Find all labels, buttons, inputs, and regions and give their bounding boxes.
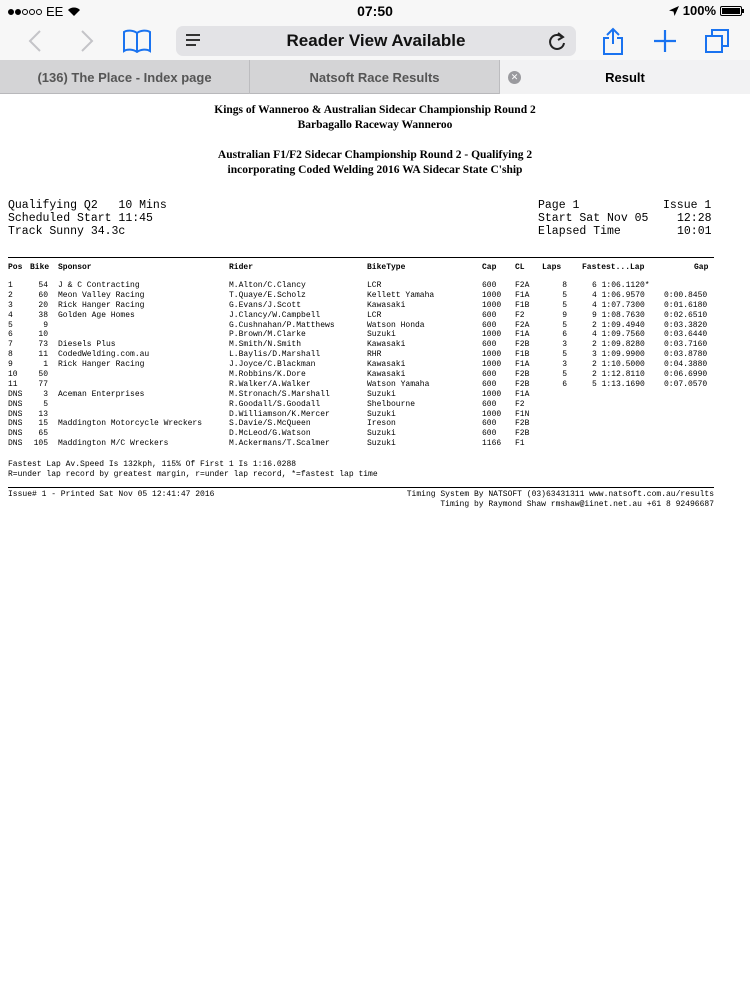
cell-pos: DNS [8, 409, 23, 419]
cell-bike: 77 [38, 379, 48, 389]
cell-rider: G.Evans/J.Scott [229, 300, 302, 310]
browser-toolbar [0, 22, 750, 60]
results-table [0, 281, 750, 449]
cell-laps: 6 [562, 379, 567, 389]
cell-cl: F1A [515, 360, 530, 370]
cell-cap: 1166 [482, 439, 502, 449]
url-title[interactable]: Reader View Available [286, 31, 466, 50]
tab-label: Result [605, 69, 645, 85]
cell-sponsor: CodedWelding.com.au [58, 350, 150, 360]
cell-cl: F2A [515, 281, 530, 290]
address-bar[interactable] [176, 26, 576, 56]
table-row [0, 419, 750, 429]
cell-rider: J.Joyce/C.Blackman [229, 360, 316, 370]
table-row [0, 330, 750, 340]
cell-sponsor: Maddington M/C Wreckers [58, 439, 169, 449]
cell-pos: 8 [8, 350, 13, 360]
cell-pos: 5 [8, 320, 13, 330]
cell-cl: F1A [515, 389, 530, 399]
cell-rider: D.Williamson/K.Mercer [229, 409, 330, 419]
table-row [0, 311, 750, 321]
cell-sponsor: Diesels Plus [58, 340, 116, 350]
cell-pos: 4 [8, 310, 13, 320]
session-subtitle: incorporating Coded Welding 2016 WA Sidecar State C'ship [227, 164, 523, 176]
cell-rider: J.Clancy/W.Campbell [229, 310, 321, 320]
cell-biketype: Kawasaki [367, 300, 406, 310]
share-button[interactable] [598, 25, 628, 57]
table-row [0, 410, 750, 420]
cell-gap: 0:03.6440 [664, 330, 708, 340]
divider [8, 257, 714, 258]
cell-gap: 0:01.6180 [664, 300, 708, 310]
cell-cap: 1000 [482, 409, 502, 419]
cell-bike: 20 [38, 300, 48, 310]
cell-pos: DNS [8, 399, 23, 409]
cell-cap: 600 [482, 399, 497, 409]
cell-cap: 1000 [482, 389, 502, 399]
cell-gap: 0:00.8450 [664, 290, 708, 300]
cell-laps: 5 [562, 300, 567, 310]
cell-cl: F1 [515, 439, 525, 449]
book-icon [122, 29, 152, 53]
cell-laps: 5 [562, 320, 567, 330]
tabs-icon [704, 28, 730, 54]
table-row [0, 321, 750, 331]
cell-fastest: 2 1:09.4940 [592, 320, 645, 330]
issue-number: Issue 1 [663, 199, 712, 212]
col-pos: Pos [8, 263, 23, 272]
cell-bike: 11 [38, 350, 48, 360]
cell-rider: M.Ackermans/T.Scalmer [229, 439, 330, 449]
cell-pos: 1 [8, 281, 13, 290]
cell-fastest: 4 1:09.7560 [592, 330, 645, 340]
cell-cap: 600 [482, 419, 497, 429]
cell-fastest: 6 1:06.1120* [592, 281, 650, 290]
cell-bike: 13 [38, 409, 48, 419]
cell-fastest: 4 1:07.7300 [592, 300, 645, 310]
cell-biketype: Suzuki [367, 429, 396, 439]
table-row [0, 439, 750, 449]
cell-biketype: LCR [367, 310, 382, 320]
cell-bike: 15 [38, 419, 48, 429]
cell-rider: L.Baylis/D.Marshall [229, 350, 321, 360]
cell-cl: F1A [515, 330, 530, 340]
cell-pos: 2 [8, 290, 13, 300]
cell-cap: 1000 [482, 330, 502, 340]
chevron-left-icon [28, 30, 42, 52]
share-icon [602, 27, 624, 55]
cell-fastest: 5 1:13.1690 [592, 379, 645, 389]
cell-cap: 600 [482, 340, 497, 350]
cell-biketype: Suzuki [367, 409, 396, 419]
cell-cl: F2 [515, 399, 525, 409]
tab-the-place[interactable] [0, 60, 250, 94]
cell-laps: 6 [562, 330, 567, 340]
cell-cl: F2B [515, 419, 530, 429]
cell-bike: 65 [38, 429, 48, 439]
cell-rider: T.Quaye/E.Scholz [229, 290, 306, 300]
cell-cap: 1000 [482, 300, 502, 310]
elapsed-time: 10:01 [677, 225, 712, 238]
cell-bike: 5 [43, 399, 48, 409]
clock: 07:50 [357, 3, 393, 19]
results-document [0, 95, 750, 1000]
session-title: Australian F1/F2 Sidecar Championship Round 2 - Qualifying 2 [217, 149, 533, 161]
cell-gap: 0:03.7160 [664, 340, 708, 350]
status-bar [0, 0, 750, 22]
battery-percent: 100% [682, 3, 716, 18]
cell-gap: 0:04.3880 [664, 360, 708, 370]
session-name: Qualifying Q2 10 Mins [8, 199, 167, 212]
cell-gap: 0:03.8780 [664, 350, 708, 360]
start-time: 12:28 [677, 212, 712, 225]
event-title: Kings of Wanneroo & Australian Sidecar Championship Round 2 [214, 104, 536, 116]
cell-cap: 600 [482, 310, 497, 320]
cell-pos: 6 [8, 330, 13, 340]
tab-result[interactable] [500, 60, 750, 94]
cell-cap: 600 [482, 379, 497, 389]
cell-bike: 3 [43, 389, 48, 399]
col-biketype: BikeType [367, 263, 406, 272]
fastest-lap-note: Fastest Lap Av.Speed Is 132kph, 115% Of First 1 Is 1:16.0288 [8, 460, 297, 469]
table-row [0, 429, 750, 439]
cell-bike: 50 [38, 370, 48, 380]
cell-laps: 8 [562, 281, 567, 290]
table-row [0, 340, 750, 350]
cell-bike: 1 [43, 360, 48, 370]
table-row [0, 281, 750, 291]
cell-sponsor: Rick Hanger Racing [58, 360, 145, 370]
status-right [669, 3, 742, 18]
cell-pos: 9 [8, 360, 13, 370]
plus-icon [653, 29, 677, 53]
carrier-name: EE [46, 4, 64, 19]
cell-laps: 5 [562, 370, 567, 380]
cell-cl: F2B [515, 379, 530, 389]
cell-cap: 600 [482, 281, 497, 290]
location-icon [669, 6, 679, 16]
timing-system: Timing System By NATSOFT (03)63431311 www.natsoft.com.au/results [406, 490, 714, 499]
cell-sponsor: Rick Hanger Racing [58, 300, 145, 310]
close-tab-icon[interactable]: ✕ [508, 71, 521, 84]
cell-bike: 38 [38, 310, 48, 320]
cell-laps: 3 [562, 340, 567, 350]
cell-sponsor: Maddington Motorcycle Wreckers [58, 419, 203, 429]
table-row [0, 390, 750, 400]
printed-info: Issue# 1 - Printed Sat Nov 05 12:41:47 2016 [8, 490, 215, 499]
table-row [0, 360, 750, 370]
cell-bike: 105 [33, 439, 48, 449]
back-button[interactable] [24, 25, 46, 57]
cell-laps: 5 [562, 350, 567, 360]
cell-bike: 60 [38, 290, 48, 300]
col-gap: Gap [694, 263, 709, 272]
cell-fastest: 4 1:06.9570 [592, 290, 645, 300]
cell-biketype: Watson Honda [367, 320, 425, 330]
cell-biketype: Kawasaki [367, 370, 406, 380]
cell-fastest: 3 1:09.9900 [592, 350, 645, 360]
cell-cl: F1B [515, 300, 530, 310]
cell-rider: R.Walker/A.Walker [229, 379, 311, 389]
new-tab-button[interactable] [650, 25, 680, 57]
cell-bike: 54 [38, 281, 48, 290]
cell-cap: 600 [482, 429, 497, 439]
cell-rider: R.Goodall/S.Goodall [229, 399, 321, 409]
col-rider: Rider [229, 263, 254, 272]
cell-cap: 600 [482, 320, 497, 330]
legend-note: R=under lap record by greatest margin, r=under lap record, *=fastest lap time [8, 470, 378, 479]
cell-biketype: Suzuki [367, 330, 396, 340]
cell-gap: 0:03.3820 [664, 320, 708, 330]
divider [8, 487, 714, 488]
cell-cap: 600 [482, 370, 497, 380]
cell-cl: F2B [515, 429, 530, 439]
battery-icon [720, 6, 742, 16]
reload-icon[interactable] [548, 31, 566, 51]
cell-cl: F1A [515, 290, 530, 300]
elapsed-label: Elapsed Time [538, 225, 621, 238]
cell-sponsor: Golden Age Homes [58, 310, 135, 320]
cell-bike: 9 [43, 320, 48, 330]
cell-pos: 10 [8, 370, 18, 380]
cell-pos: DNS [8, 389, 23, 399]
cell-biketype: LCR [367, 281, 382, 290]
table-row [0, 370, 750, 380]
tab-natsoft[interactable] [250, 60, 500, 94]
cell-cap: 1000 [482, 290, 502, 300]
cell-rider: M.Smith/N.Smith [229, 340, 302, 350]
cell-gap: 0:02.6510 [664, 310, 708, 320]
tab-label: (136) The Place - Index page [37, 69, 212, 85]
bookmarks-button[interactable] [120, 25, 154, 57]
cell-pos: 11 [8, 379, 18, 389]
chevron-right-icon [80, 30, 94, 52]
cell-rider: S.Davie/S.McQueen [229, 419, 311, 429]
cell-rider: P.Brown/M.Clarke [229, 330, 306, 340]
cell-sponsor: J & C Contracting [58, 281, 140, 290]
timing-by: Timing by Raymond Shaw rmshaw@iinet.net.au +61 8 92496687 [440, 500, 714, 509]
cell-biketype: Shelbourne [367, 399, 416, 409]
forward-button[interactable] [76, 25, 98, 57]
col-cap: Cap [482, 263, 497, 272]
page-number: Page 1 [538, 199, 580, 212]
col-cl: CL [515, 263, 525, 272]
cell-cl: F1N [515, 409, 530, 419]
cell-bike: 73 [38, 340, 48, 350]
table-row [0, 400, 750, 410]
cell-cl: F1B [515, 350, 530, 360]
table-row [0, 380, 750, 390]
col-laps: Laps [542, 263, 562, 272]
tabs-overview-button[interactable] [702, 25, 732, 57]
cell-biketype: Watson Yamaha [367, 379, 430, 389]
col-fastest: Fastest...Lap [582, 263, 645, 272]
col-sponsor: Sponsor [58, 263, 92, 272]
cell-biketype: Suzuki [367, 439, 396, 449]
cell-pos: 3 [8, 300, 13, 310]
cell-rider: M.Stronach/S.Marshall [229, 389, 330, 399]
cell-pos: DNS [8, 419, 23, 429]
cell-fastest: 2 1:12.8110 [592, 370, 645, 380]
cell-cl: F2 [515, 310, 525, 320]
cell-gap: 0:06.6990 [664, 370, 708, 380]
cell-gap: 0:07.0570 [664, 379, 708, 389]
cell-bike: 10 [38, 330, 48, 340]
cell-biketype: Kawasaki [367, 340, 406, 350]
cell-cap: 1000 [482, 350, 502, 360]
table-row [0, 301, 750, 311]
table-row [0, 291, 750, 301]
cell-sponsor: Meon Valley Racing [58, 290, 145, 300]
cell-cl: F2B [515, 370, 530, 380]
cell-cap: 1000 [482, 360, 502, 370]
venue-title: Barbagallo Raceway Wanneroo [297, 119, 453, 131]
cell-fastest: 9 1:08.7630 [592, 310, 645, 320]
scheduled-start: Scheduled Start 11:45 [8, 212, 153, 225]
cell-biketype: Kawasaki [367, 360, 406, 370]
cell-biketype: Suzuki [367, 389, 396, 399]
cell-biketype: Ireson [367, 419, 396, 429]
col-bike: Bike [30, 263, 50, 272]
cell-laps: 9 [562, 310, 567, 320]
cell-rider: D.McLeod/G.Watson [229, 429, 311, 439]
cell-laps: 3 [562, 360, 567, 370]
cell-biketype: RHR [367, 350, 382, 360]
cell-biketype: Kellett Yamaha [367, 290, 435, 300]
cell-sponsor: Aceman Enterprises [58, 389, 145, 399]
cell-laps: 5 [562, 290, 567, 300]
cell-fastest: 2 1:09.8280 [592, 340, 645, 350]
start-label: Start Sat Nov 05 [538, 212, 649, 225]
track-conditions: Track Sunny 34.3c [8, 225, 126, 238]
tab-label: Natsoft Race Results [309, 69, 440, 85]
cell-pos: DNS [8, 429, 23, 439]
cell-cl: F2B [515, 340, 530, 350]
cell-pos: DNS [8, 439, 23, 449]
cell-cl: F2A [515, 320, 530, 330]
cell-rider: G.Cushnahan/P.Matthews [229, 320, 335, 330]
cell-rider: M.Alton/C.Clancy [229, 281, 306, 290]
tab-bar [0, 60, 750, 94]
cell-fastest: 2 1:10.5000 [592, 360, 645, 370]
table-row [0, 350, 750, 360]
cell-rider: M.Robbins/K.Dore [229, 370, 306, 380]
cell-pos: 7 [8, 340, 13, 350]
